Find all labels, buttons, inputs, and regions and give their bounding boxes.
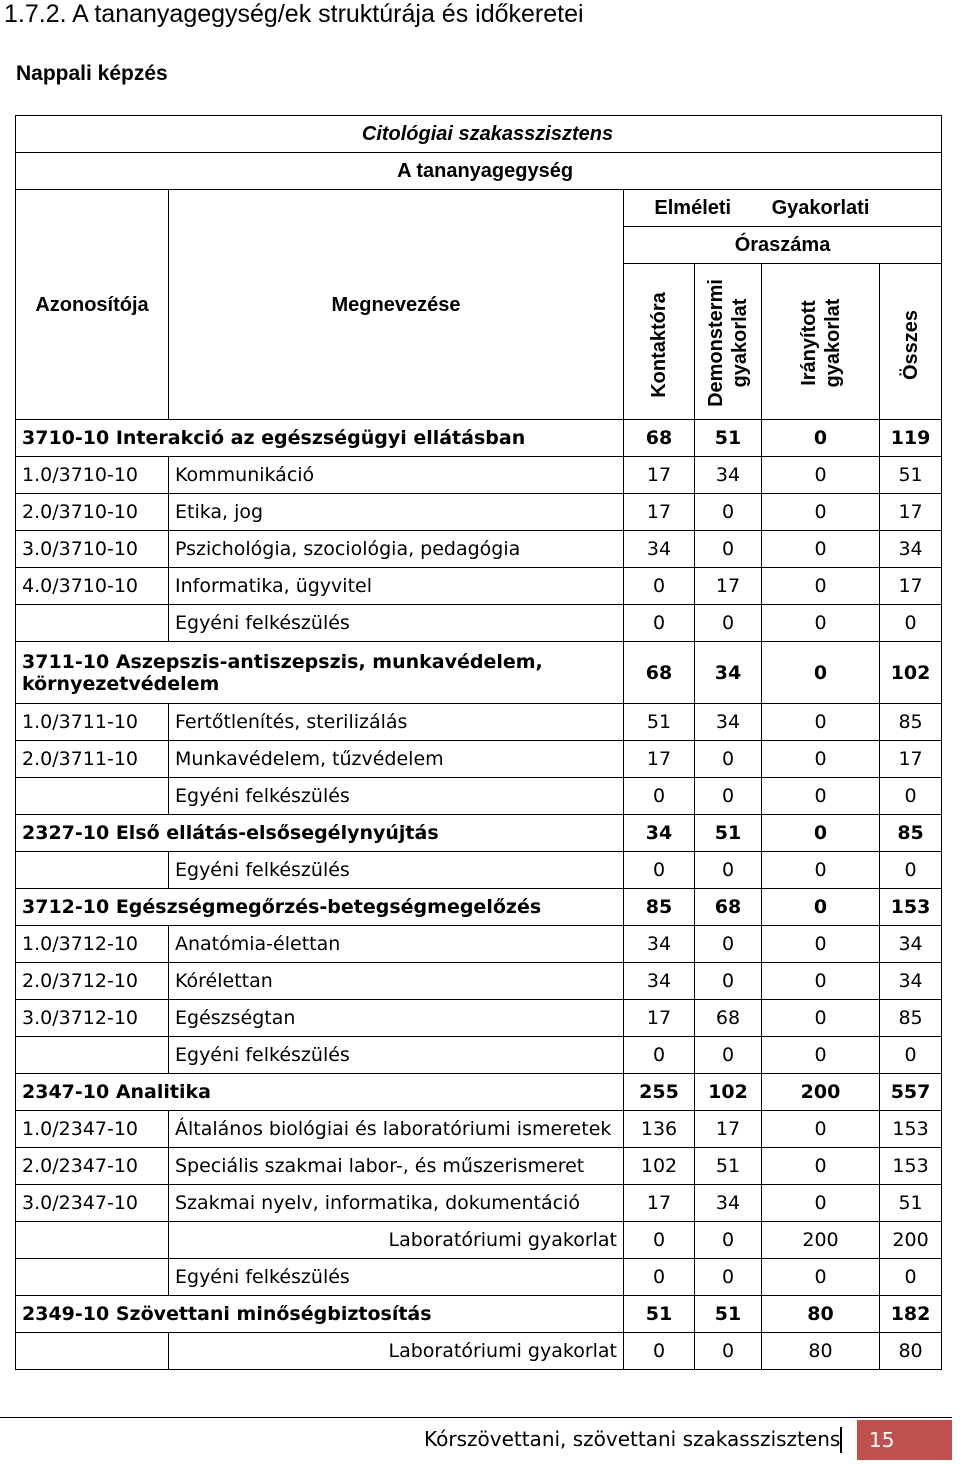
table-row bbox=[16, 1222, 942, 1259]
osszes-value: 34 bbox=[880, 963, 942, 1000]
row-id: 2.0/3710-10 bbox=[16, 494, 169, 531]
row-id: 1.0/3710-10 bbox=[16, 457, 169, 494]
demo-value: 51 bbox=[695, 815, 762, 852]
row-id: 3.0/3712-10 bbox=[16, 1000, 169, 1037]
osszes-value: 0 bbox=[880, 605, 942, 642]
table-row bbox=[16, 1148, 942, 1185]
module-title-line: 3711-10 Aszepszis-antiszepszis, munkavédelem, bbox=[22, 650, 543, 673]
row-id: 2.0/2347-10 bbox=[16, 1148, 169, 1185]
kontakt-value: 102 bbox=[624, 1148, 695, 1185]
row-name: Etika, jog bbox=[169, 494, 624, 531]
table-row bbox=[16, 963, 942, 1000]
osszes-value: 17 bbox=[880, 741, 942, 778]
unit-label: A tananyagegység bbox=[16, 153, 942, 190]
osszes-value: 102 bbox=[880, 642, 942, 704]
table-row bbox=[16, 1259, 942, 1296]
table-row bbox=[16, 1111, 942, 1148]
col-osszes-header: Összes bbox=[880, 264, 942, 420]
kontakt-value: 17 bbox=[624, 741, 695, 778]
demo-value: 0 bbox=[695, 1037, 762, 1074]
kontakt-value: 0 bbox=[624, 605, 695, 642]
col-iranyitott-line2: gyakorlat bbox=[821, 298, 844, 388]
demo-value: 68 bbox=[695, 1000, 762, 1037]
osszes-value: 200 bbox=[880, 1222, 942, 1259]
osszes-value: 17 bbox=[880, 568, 942, 605]
demo-value: 0 bbox=[695, 531, 762, 568]
row-id: 1.0/3711-10 bbox=[16, 704, 169, 741]
osszes-value: 153 bbox=[880, 1148, 942, 1185]
demo-value: 0 bbox=[695, 1222, 762, 1259]
row-id bbox=[16, 1037, 169, 1074]
module-title bbox=[16, 815, 624, 852]
demo-value: 17 bbox=[695, 1111, 762, 1148]
kontakt-value: 136 bbox=[624, 1111, 695, 1148]
row-name: Általános biológiai és laboratóriumi ismeretek bbox=[169, 1111, 624, 1148]
row-id: 3.0/2347-10 bbox=[16, 1185, 169, 1222]
kontakt-value: 68 bbox=[624, 420, 695, 457]
demo-value: 51 bbox=[695, 420, 762, 457]
module-row bbox=[16, 889, 942, 926]
kontakt-value: 0 bbox=[624, 852, 695, 889]
module-title-line: környezetvédelem bbox=[22, 672, 220, 695]
table-row bbox=[16, 852, 942, 889]
demo-value: 34 bbox=[695, 704, 762, 741]
col-demo-header bbox=[695, 264, 762, 420]
col-id-header: Azonosítója bbox=[16, 190, 169, 420]
iranyitott-value: 0 bbox=[762, 1037, 880, 1074]
demo-value: 0 bbox=[695, 852, 762, 889]
osszes-value: 557 bbox=[880, 1074, 942, 1111]
row-name: Fertőtlenítés, sterilizálás bbox=[169, 704, 624, 741]
row-id: 1.0/3712-10 bbox=[16, 926, 169, 963]
module-title-line: 2349-10 Szövettani minőségbiztosítás bbox=[22, 1303, 432, 1325]
module-title bbox=[16, 420, 624, 457]
row-name: Speciális szakmai labor-, és műszerismeret bbox=[169, 1148, 624, 1185]
col-name-header: Megnevezése bbox=[169, 190, 624, 420]
footer-separator bbox=[840, 1427, 842, 1453]
row-name: Egészségtan bbox=[169, 1000, 624, 1037]
curriculum-table bbox=[15, 115, 942, 1370]
demo-value: 68 bbox=[695, 889, 762, 926]
row-name: Kórélettan bbox=[169, 963, 624, 1000]
module-title-line: 3710-10 Interakció az egészségügyi ellátásban bbox=[22, 427, 526, 449]
module-row bbox=[16, 642, 942, 704]
osszes-value: 119 bbox=[880, 420, 942, 457]
kontakt-value: 0 bbox=[624, 1222, 695, 1259]
iranyitott-value: 0 bbox=[762, 568, 880, 605]
osszes-value: 80 bbox=[880, 1333, 942, 1370]
iranyitott-value: 80 bbox=[762, 1296, 880, 1333]
module-title-line: 2327-10 Első ellátás-elsősegélynyújtás bbox=[22, 822, 439, 844]
demo-value: 0 bbox=[695, 741, 762, 778]
row-name: Szakmai nyelv, informatika, dokumentáció bbox=[169, 1185, 624, 1222]
table-row bbox=[16, 605, 942, 642]
row-name: Laboratóriumi gyakorlat bbox=[169, 1333, 624, 1370]
demo-value: 102 bbox=[695, 1074, 762, 1111]
row-id: 3.0/3710-10 bbox=[16, 531, 169, 568]
demo-value: 0 bbox=[695, 778, 762, 815]
iranyitott-value: 0 bbox=[762, 1111, 880, 1148]
kontakt-value: 68 bbox=[624, 642, 695, 704]
table-row bbox=[16, 778, 942, 815]
module-row bbox=[16, 815, 942, 852]
iranyitott-value: 0 bbox=[762, 704, 880, 741]
table-row bbox=[16, 1000, 942, 1037]
demo-value: 0 bbox=[695, 1333, 762, 1370]
iranyitott-value: 0 bbox=[762, 852, 880, 889]
osszes-value: 153 bbox=[880, 889, 942, 926]
demo-value: 0 bbox=[695, 605, 762, 642]
osszes-value: 153 bbox=[880, 1111, 942, 1148]
osszes-value: 182 bbox=[880, 1296, 942, 1333]
module-title bbox=[16, 1074, 624, 1111]
osszes-value: 17 bbox=[880, 494, 942, 531]
iranyitott-value: 200 bbox=[762, 1074, 880, 1111]
page-number-box bbox=[857, 1420, 952, 1460]
kontakt-value: 51 bbox=[624, 1296, 695, 1333]
row-id: 2.0/3711-10 bbox=[16, 741, 169, 778]
kontakt-value: 34 bbox=[624, 926, 695, 963]
module-title bbox=[16, 1296, 624, 1333]
osszes-value: 85 bbox=[880, 1000, 942, 1037]
demo-value: 51 bbox=[695, 1296, 762, 1333]
row-name: Egyéni felkészülés bbox=[169, 778, 624, 815]
kontakt-value: 255 bbox=[624, 1074, 695, 1111]
kontakt-value: 85 bbox=[624, 889, 695, 926]
iranyitott-value: 200 bbox=[762, 1222, 880, 1259]
elmeleti-header: Elméleti bbox=[624, 190, 762, 227]
row-id: 2.0/3712-10 bbox=[16, 963, 169, 1000]
col-demo-line2: gyakorlat bbox=[729, 298, 751, 388]
osszes-value: 0 bbox=[880, 1037, 942, 1074]
section-heading: 1.7.2. A tananyagegység/ek struktúrája és időkeretei bbox=[4, 0, 584, 28]
iranyitott-value: 0 bbox=[762, 494, 880, 531]
demo-value: 34 bbox=[695, 642, 762, 704]
row-id bbox=[16, 1333, 169, 1370]
kontakt-value: 17 bbox=[624, 457, 695, 494]
row-name: Pszichológia, szociológia, pedagógia bbox=[169, 531, 624, 568]
osszes-value: 51 bbox=[880, 1185, 942, 1222]
row-name: Anatómia-élettan bbox=[169, 926, 624, 963]
empty-cell bbox=[880, 190, 942, 227]
iranyitott-value: 0 bbox=[762, 926, 880, 963]
table-row bbox=[16, 568, 942, 605]
module-title-line: 3712-10 Egészségmegőrzés-betegségmegelőzés bbox=[22, 896, 542, 918]
kontakt-value: 51 bbox=[624, 704, 695, 741]
osszes-value: 34 bbox=[880, 531, 942, 568]
table-row bbox=[16, 926, 942, 963]
row-name: Egyéni felkészülés bbox=[169, 1037, 624, 1074]
osszes-value: 51 bbox=[880, 457, 942, 494]
demo-value: 17 bbox=[695, 568, 762, 605]
table-title: Citológiai szakasszisztens bbox=[16, 116, 942, 153]
iranyitott-value: 80 bbox=[762, 1333, 880, 1370]
kontakt-value: 0 bbox=[624, 1333, 695, 1370]
gyakorlati-header: Gyakorlati bbox=[762, 190, 880, 227]
module-row bbox=[16, 420, 942, 457]
col-kontakt-header: Kontaktóra bbox=[624, 264, 695, 420]
kontakt-value: 0 bbox=[624, 778, 695, 815]
demo-value: 0 bbox=[695, 926, 762, 963]
row-name: Informatika, ügyvitel bbox=[169, 568, 624, 605]
row-name: Egyéni felkészülés bbox=[169, 605, 624, 642]
col-iranyitott-line1: Irányított bbox=[797, 300, 820, 386]
subsection-heading: Nappali képzés bbox=[16, 62, 168, 85]
iranyitott-value: 0 bbox=[762, 420, 880, 457]
kontakt-value: 17 bbox=[624, 494, 695, 531]
row-id bbox=[16, 605, 169, 642]
row-id bbox=[16, 1222, 169, 1259]
module-title-line: 2347-10 Analitika bbox=[22, 1081, 211, 1103]
row-id bbox=[16, 1259, 169, 1296]
table-row bbox=[16, 457, 942, 494]
module-row bbox=[16, 1074, 942, 1111]
demo-value: 51 bbox=[695, 1148, 762, 1185]
iranyitott-value: 0 bbox=[762, 1000, 880, 1037]
iranyitott-value: 0 bbox=[762, 963, 880, 1000]
oraszama-header: Óraszáma bbox=[624, 227, 942, 264]
iranyitott-value: 0 bbox=[762, 1185, 880, 1222]
iranyitott-value: 0 bbox=[762, 642, 880, 704]
table-row bbox=[16, 531, 942, 568]
demo-value: 34 bbox=[695, 1185, 762, 1222]
kontakt-value: 0 bbox=[624, 568, 695, 605]
iranyitott-value: 0 bbox=[762, 531, 880, 568]
row-name: Kommunikáció bbox=[169, 457, 624, 494]
table-row bbox=[16, 494, 942, 531]
table-row bbox=[16, 1333, 942, 1370]
module-title bbox=[16, 889, 624, 926]
iranyitott-value: 0 bbox=[762, 741, 880, 778]
iranyitott-value: 0 bbox=[762, 815, 880, 852]
iranyitott-value: 0 bbox=[762, 889, 880, 926]
row-name: Munkavédelem, tűzvédelem bbox=[169, 741, 624, 778]
kontakt-value: 0 bbox=[624, 1037, 695, 1074]
table-row bbox=[16, 741, 942, 778]
kontakt-value: 17 bbox=[624, 1000, 695, 1037]
row-id: 4.0/3710-10 bbox=[16, 568, 169, 605]
demo-value: 0 bbox=[695, 963, 762, 1000]
osszes-value: 85 bbox=[880, 815, 942, 852]
row-id bbox=[16, 778, 169, 815]
demo-value: 0 bbox=[695, 1259, 762, 1296]
table-row bbox=[16, 1185, 942, 1222]
page-number: 15 bbox=[869, 1428, 895, 1452]
iranyitott-value: 0 bbox=[762, 1148, 880, 1185]
osszes-value: 0 bbox=[880, 1259, 942, 1296]
kontakt-value: 34 bbox=[624, 963, 695, 1000]
row-name: Egyéni felkészülés bbox=[169, 1259, 624, 1296]
iranyitott-value: 0 bbox=[762, 1259, 880, 1296]
footer-divider bbox=[0, 1417, 952, 1418]
kontakt-value: 0 bbox=[624, 1259, 695, 1296]
demo-value: 0 bbox=[695, 494, 762, 531]
table-row bbox=[16, 704, 942, 741]
row-id bbox=[16, 852, 169, 889]
osszes-value: 34 bbox=[880, 926, 942, 963]
demo-value: 34 bbox=[695, 457, 762, 494]
table-row bbox=[16, 1037, 942, 1074]
col-iranyitott-header bbox=[762, 264, 880, 420]
module-title bbox=[16, 642, 624, 704]
module-row bbox=[16, 1296, 942, 1333]
col-demo-line1: Demonstermi bbox=[705, 279, 727, 407]
row-name: Laboratóriumi gyakorlat bbox=[169, 1222, 624, 1259]
iranyitott-value: 0 bbox=[762, 605, 880, 642]
osszes-value: 85 bbox=[880, 704, 942, 741]
footer-title: Kórszövettani, szövettani szakasszisztens bbox=[424, 1427, 841, 1451]
kontakt-value: 34 bbox=[624, 815, 695, 852]
osszes-value: 0 bbox=[880, 778, 942, 815]
kontakt-value: 34 bbox=[624, 531, 695, 568]
row-id: 1.0/2347-10 bbox=[16, 1111, 169, 1148]
kontakt-value: 17 bbox=[624, 1185, 695, 1222]
iranyitott-value: 0 bbox=[762, 778, 880, 815]
row-name: Egyéni felkészülés bbox=[169, 852, 624, 889]
iranyitott-value: 0 bbox=[762, 457, 880, 494]
osszes-value: 0 bbox=[880, 852, 942, 889]
